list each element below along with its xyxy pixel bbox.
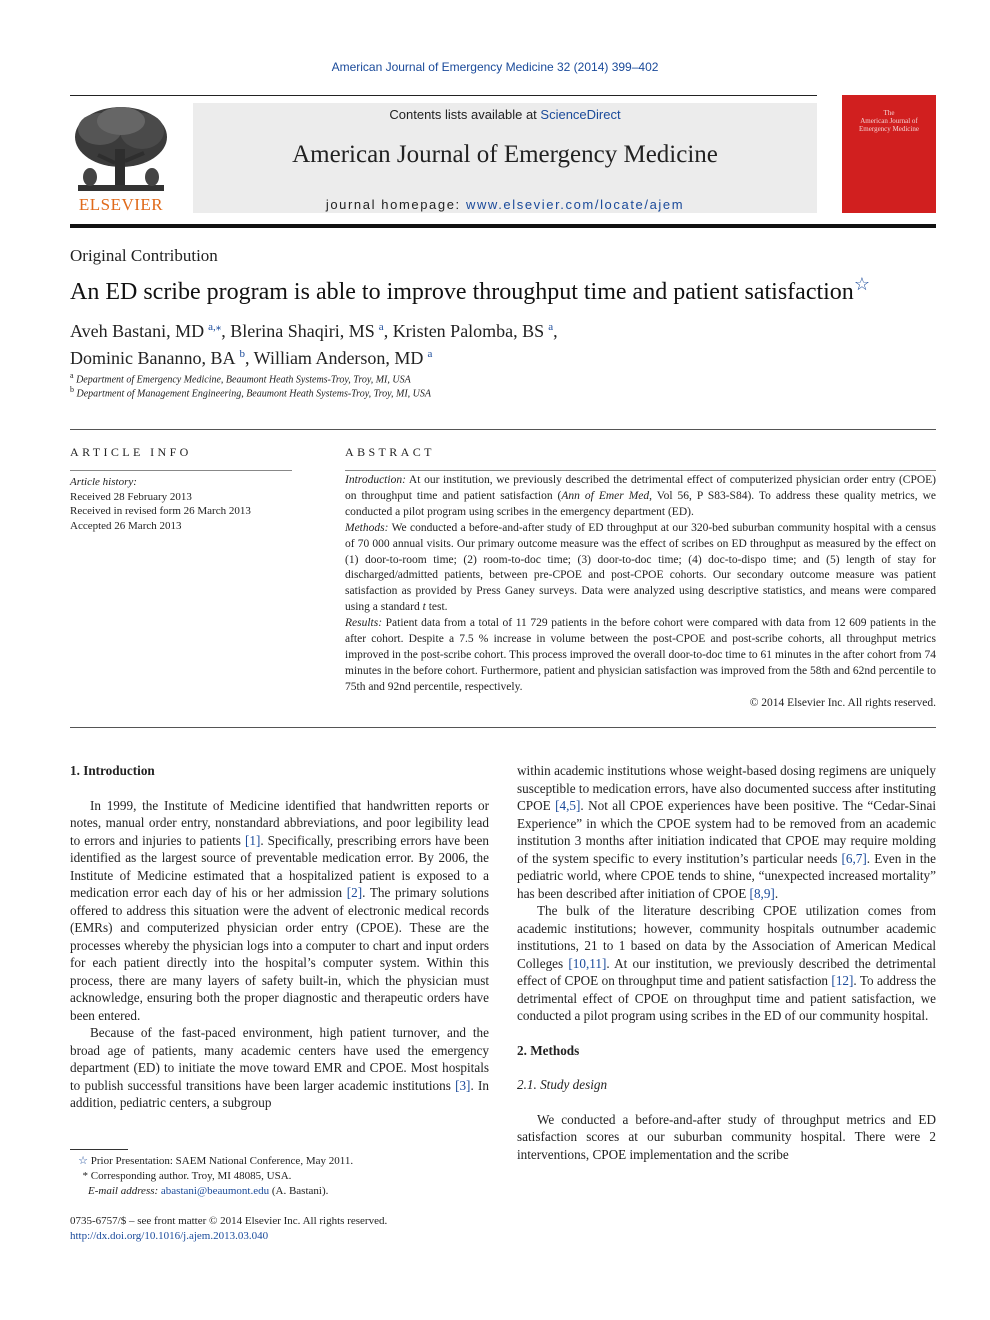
footnote-asterisk-icon: *	[82, 1170, 88, 1182]
citation-link[interactable]: [12]	[831, 973, 854, 988]
footnote-text: Corresponding author. Troy, MI 48085, USA.	[90, 1170, 292, 1182]
intro-paragraph-2-continued	[517, 762, 936, 902]
article-title-text: An ED scribe program is able to improve throughput time and patient satisfaction	[70, 279, 854, 305]
article-history	[70, 475, 300, 533]
journal-citation[interactable]: American Journal of Emergency Medicine 32 (2014) 399–402	[331, 60, 659, 74]
body-text: .	[774, 885, 779, 901]
abstract-rule	[345, 470, 936, 471]
abstract-results-label: Results:	[345, 617, 383, 630]
cover-title-line: American Journal of	[860, 117, 918, 125]
body-text: . Specifically, prescribing errors have been identified as the largest source of preventable medication error. By 2006, the Institute of Medicine estimated that a hospitalized patient is exposed to a medication error each day of his or her admission	[70, 832, 489, 900]
body-text: . The primary solutions offered to address this situation were the advent of electronic medical records (EMRs) and computerized physician order entry (CPOE). These are the processes whereby the physician logs into a computer to chart and input orders for each patient directly into the hospital’s computer system. Within this process, there are many layers of safety built-in, which the physician must acknowledge, ensuring both the proper diagnostic and therapeutic orders have been entered.	[70, 885, 490, 1023]
email-name: (A. Bastani).	[269, 1185, 329, 1197]
footnote-presentation	[70, 1154, 490, 1169]
homepage-prefix: journal homepage:	[325, 197, 466, 212]
body-text: . Not all CPOE experiences have been positive. The “Cedar-Sinai Experience” in which the CPOE system had to be removed from an academic institution 3 months after initiation indicated that CPOE may require molding of the system specific to every institution’s particular needs	[517, 798, 936, 866]
introduction-heading: 1. Introduction	[70, 763, 155, 778]
body-text: . In addition, pediatric centers, a subgroup	[70, 1077, 489, 1110]
article-title	[70, 274, 870, 306]
email-label: E-mail address:	[88, 1185, 159, 1197]
abstract-intro-label: Introduction:	[345, 474, 406, 486]
abstract-methods	[345, 521, 936, 616]
author-affiliation-mark[interactable]: a	[548, 321, 554, 333]
publisher-name: ELSEVIER	[78, 195, 164, 214]
title-block-divider	[70, 429, 936, 430]
abstract-methods-text: test.	[425, 601, 448, 614]
body-text: In 1999, the Institute of Medicine identified that handwritten reports or notes, manual order entry, nonstandard abbreviations, and poor legibility lead to errors and injuries to patients	[70, 797, 489, 848]
author-affiliation-mark[interactable]: a	[378, 321, 384, 333]
cover-title-line: Emergency Medicine	[859, 125, 919, 133]
author-name[interactable]: Dominic Bananno, BA	[70, 348, 236, 368]
body-text: within academic institutions whose weight-based dosing regimens are uniquely susceptible to medication errors, have also documented success after instituting CPOE	[517, 763, 936, 813]
affiliation-text: Department of Emergency Medicine, Beaumont Heath Systems-Troy, Troy, MI, USA	[76, 374, 411, 386]
author-list	[70, 316, 930, 370]
author-affiliation-mark[interactable]: a	[427, 348, 433, 360]
author-separator: ,	[553, 321, 558, 341]
footnote-text: Prior Presentation: SAEM National Conference, May 2011.	[90, 1155, 354, 1167]
article-info-rule	[70, 470, 292, 471]
cover-title	[842, 109, 936, 133]
author-name[interactable]: Aveh Bastani, MD	[70, 321, 205, 341]
citation-link[interactable]: [6,7]	[841, 850, 867, 866]
body-text: Because of the fast-paced environment, high patient turnover, and the broad age of patients, many academic centers have used the emergency department (ED) to initiate the move toward EMR and CPOE. Most hospitals to publish successful transitions have been larger academic institutions	[70, 1025, 489, 1093]
study-design-heading: 2.1. Study design	[517, 1077, 608, 1092]
footnote-corresponding	[70, 1169, 490, 1184]
history-label: Article history:	[70, 476, 137, 488]
footnote-star-icon: ☆	[78, 1155, 88, 1167]
contents-line	[193, 107, 817, 122]
citation-link[interactable]: [10,11]	[568, 955, 607, 971]
footnote-email	[70, 1184, 490, 1199]
methods-paragraph-1: We conducted a before-and-after study of throughput metrics and ED satisfaction scores at our suburban community hospital. There were 2 interventions, CPOE implementation and the scribe	[517, 1111, 936, 1162]
received-date: Received 28 February 2013	[70, 490, 192, 503]
abstract-heading: ABSTRACT	[345, 445, 435, 459]
spacer	[517, 1059, 936, 1076]
section-type: Original Contribution	[70, 246, 218, 265]
intro-paragraph-2	[70, 1024, 489, 1112]
sciencedirect-link[interactable]: ScienceDirect	[540, 107, 621, 122]
citation-link[interactable]: [3]	[455, 1077, 471, 1093]
abstract-intro-text: , Vol 56, P S83-S84). To address these quality metrics, we conducted a pilot program using scribes in the emergency department (ED).	[345, 489, 936, 518]
footnote-rule	[70, 1149, 128, 1150]
title-footnote-star-icon[interactable]: ☆	[853, 274, 870, 294]
author-name[interactable]: Kristen Palomba, BS	[392, 321, 545, 341]
article-info-heading: ARTICLE INFO	[70, 445, 192, 459]
abstract-body	[345, 473, 936, 712]
affiliation-mark: a	[70, 371, 74, 380]
intro-paragraph-1	[70, 797, 489, 1025]
citation-link[interactable]: [4,5]	[555, 798, 581, 813]
methods-heading: 2. Methods	[517, 1042, 580, 1058]
issn-line: 0735-6757/$ – see front matter © 2014 Elsevier Inc. All rights reserved.	[70, 1215, 388, 1227]
citation-link[interactable]: [2]	[346, 885, 363, 900]
author-name[interactable]: William Anderson, MD	[253, 348, 424, 368]
body-text: . Even in the pediatric world, where CPOE tends to shine, “unexpected increased mortality” has been described after initiation of CPOE	[517, 850, 936, 901]
author-separator: ,	[221, 321, 231, 341]
spacer	[517, 1025, 936, 1042]
author-line	[70, 343, 930, 370]
journal-name: American Journal of Emergency Medicine	[292, 141, 718, 168]
email-link[interactable]: abastani@beaumont.edu	[160, 1185, 270, 1197]
body-text: . To address the detrimental effect of CPOE on throughput time and patient satisfaction, we conducted a pilot program using scribes in the ED of our community hospital.	[517, 973, 937, 1023]
author-affiliation-mark[interactable]: a,⁎	[208, 321, 222, 333]
journal-cover-thumbnail[interactable]	[842, 95, 936, 213]
abstract-copyright: © 2014 Elsevier Inc. All rights reserved.	[749, 696, 936, 709]
affiliation-text: Department of Management Engineering, Beaumont Heath Systems-Troy, Troy, MI, USA	[76, 388, 431, 400]
body-left-column	[70, 762, 489, 1112]
abstract-methods-t: t	[422, 601, 426, 614]
abstract-introduction	[345, 473, 936, 521]
affiliation-a	[70, 371, 411, 385]
elsevier-logo	[70, 103, 172, 215]
abstract-methods-text: We conducted a before-and-after study of ED throughput at our 320-bed suburban community hospital with a census of 70 000 annual visits. Our primary outcome measure was the effect of scribes on ED throughput as measured by the effect on (1) door-to-room time; (2) room-to-doc time; (3) door-to-doc time; (4) doc-to-dispo time; and (5) length of stay for discharged/admitted patients, between pre-CPOE and post-CPOE cohorts. Our secondary outcome measure was patient satisfaction as provided by Press Ganey surveys. Data were analyzed using descriptive statistics, and means were compared using a standard	[345, 521, 936, 614]
author-separator: ,	[244, 348, 254, 368]
journal-header	[193, 103, 817, 213]
header-divider	[70, 224, 936, 228]
citation-link[interactable]: [8,9]	[749, 885, 775, 901]
contents-prefix: Contents lists available at	[389, 107, 541, 122]
spacer	[70, 780, 489, 797]
spacer	[517, 1094, 936, 1111]
author-affiliation-mark[interactable]: b	[239, 348, 245, 360]
doi-link[interactable]: http://dx.doi.org/10.1016/j.ajem.2013.03.040	[70, 1230, 269, 1242]
cover-title-line: The	[883, 109, 895, 117]
abstract-methods-label: Methods:	[345, 521, 389, 534]
author-separator: ,	[383, 321, 393, 341]
body-right-column	[517, 762, 936, 1163]
homepage-line	[193, 197, 817, 212]
accepted-date: Accepted 26 March 2013	[70, 519, 182, 532]
body-text: The bulk of the literature describing CPOE utilization comes from academic institutions; however, community hospitals outnumber academic institutions, 21 to 1 based on data by the Association of American Medical Colleges	[517, 903, 936, 971]
header-top-rule	[70, 95, 817, 96]
elsevier-tree-icon	[70, 103, 172, 195]
footnotes	[70, 1154, 490, 1199]
intro-paragraph-3	[517, 902, 936, 1025]
revised-date: Received in revised form 26 March 2013	[70, 505, 251, 517]
abstract-intro-journal: Ann of Emer Med	[561, 489, 650, 502]
abstract-intro-text: At our institution, we previously described the detrimental effect of computerized physician order entry (CPOE) on throughput time and patient satisfaction (	[345, 474, 936, 502]
affiliation-b	[70, 385, 431, 399]
homepage-link[interactable]: www.elsevier.com/locate/ajem	[465, 197, 685, 212]
affiliation-mark: b	[70, 385, 74, 394]
citation-link[interactable]: [1]	[244, 832, 261, 848]
abstract-divider	[70, 727, 936, 728]
body-text: . At our institution, we previously described the detrimental effect of CPOE on throughput time and patient satisfaction	[517, 955, 936, 988]
abstract-results-text: Patient data from a total of 11 729 patients in the before cohort were compared with data from 12 609 patients in the after cohort. Despite a 7.5 % increase in volume between the post-CPOE and post-scribe cohorts, all throughput metrics improved in the post-scribe cohort. This process improved the overall door-to-doc time to 61 minutes in the after cohort from 74 minutes in the before cohort. Furthermore, patient and physician satisfaction was improved from the 58th and 62nd percentile to 75th and 92nd percentile, respectively.	[345, 617, 936, 693]
article-meta	[70, 1214, 387, 1244]
author-line	[70, 316, 930, 343]
abstract-results	[345, 616, 936, 696]
author-name[interactable]: Blerina Shaqiri, MS	[230, 321, 375, 341]
